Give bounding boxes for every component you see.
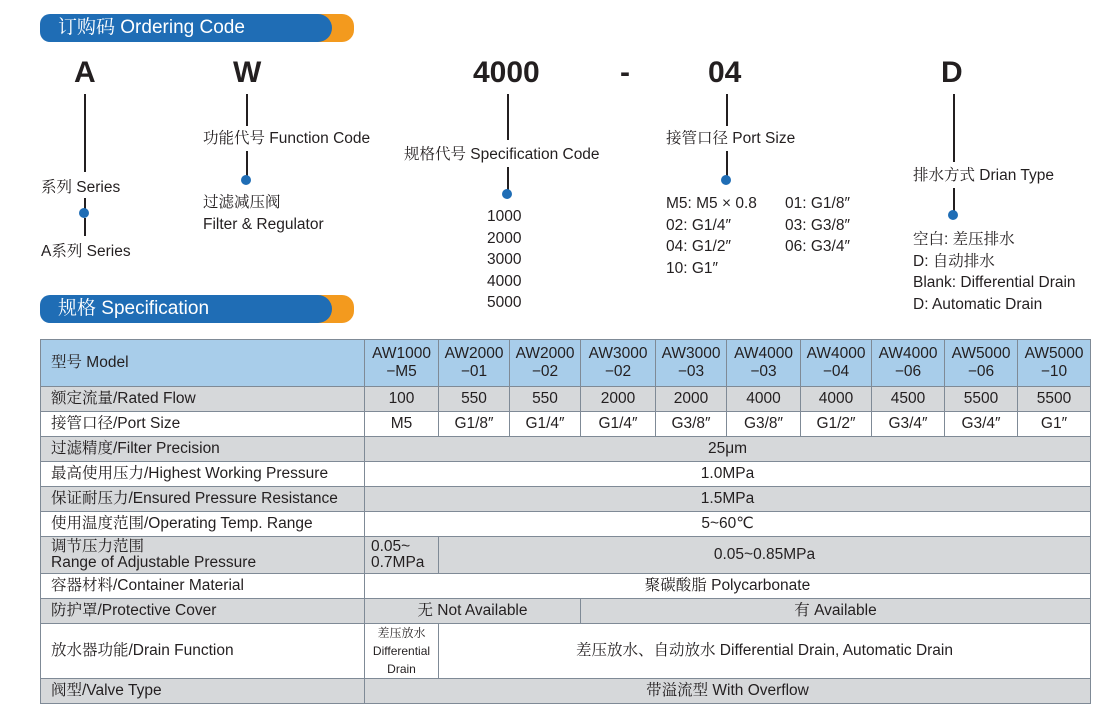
spec-value-item: 4000 xyxy=(487,272,522,290)
model-cell xyxy=(1018,340,1091,387)
adjustable-label-cn: 调节压力范围 xyxy=(51,538,145,555)
table-row-valve-type xyxy=(41,679,1091,704)
port-value-item: M5: M5 × 0.8 xyxy=(666,195,757,212)
model-suffix: −03 xyxy=(677,363,705,380)
table-row-rated-flow xyxy=(41,387,1091,412)
port-size-cell: G1″ xyxy=(1018,412,1091,437)
table-row-protective-cover xyxy=(41,599,1091,624)
model-name: AW2000 xyxy=(515,345,575,362)
row-label-valve-type: 阀型/Valve Type xyxy=(41,679,365,704)
drain-dot xyxy=(948,210,958,220)
table-row-filter-precision xyxy=(41,437,1091,462)
temp-range-value: 5~60℃ xyxy=(365,512,1091,537)
model-cell xyxy=(581,340,656,387)
port-connector-line xyxy=(726,94,728,126)
model-suffix: −02 xyxy=(531,363,559,380)
code-port-number: 04 xyxy=(708,56,742,89)
code-drain-letter: D xyxy=(941,56,963,89)
ensured-pressure-value: 1.5MPa xyxy=(365,487,1091,512)
row-label-ensured-pressure: 保证耐压力/Ensured Pressure Resistance xyxy=(41,487,365,512)
model-suffix: −10 xyxy=(1040,363,1068,380)
model-cell xyxy=(439,340,510,387)
drain-label: 排水方式 Drian Type xyxy=(913,167,1054,184)
port-values-left xyxy=(666,193,757,279)
adjustable-pressure-rest: 0.05~0.85MPa xyxy=(439,537,1091,574)
ordering-code-banner xyxy=(40,14,354,42)
function-value-cn: 过滤减压阀 xyxy=(203,194,281,211)
drain-first-line3: Drain xyxy=(387,662,416,676)
table-row-container-material xyxy=(41,574,1091,599)
model-suffix: −01 xyxy=(460,363,488,380)
drain-function-rest: 差压放水、自动放水 Differential Drain, Automatic Drain xyxy=(439,624,1091,679)
model-cell xyxy=(727,340,801,387)
specification-title: 规格 Specification xyxy=(40,295,332,323)
code-spec-number: 4000 xyxy=(473,56,540,89)
rated-flow-cell: 4000 xyxy=(727,387,801,412)
model-suffix: −02 xyxy=(604,363,632,380)
filter-precision-value: 25μm xyxy=(365,437,1091,462)
port-value-item: 03: G3/8″ xyxy=(785,216,850,234)
protective-cover-yes: 有 Available xyxy=(581,599,1091,624)
table-row-adjustable-pressure xyxy=(41,537,1091,574)
port-value-item: 06: G3/4″ xyxy=(785,238,850,255)
series-dot xyxy=(79,208,89,218)
spec-value-item: 5000 xyxy=(487,294,522,311)
series-connector-line-bottom xyxy=(84,218,86,236)
model-name: AW5000 xyxy=(951,345,1011,362)
rated-flow-cell: 4500 xyxy=(872,387,945,412)
row-label-model: 型号 Model xyxy=(41,340,365,387)
spec-value-item: 1000 xyxy=(487,208,522,225)
row-label-adjustable-pressure xyxy=(41,537,365,574)
port-value-item: 10: G1″ xyxy=(666,259,719,277)
drain-connector-line-lower xyxy=(953,188,955,212)
model-cell xyxy=(872,340,945,387)
port-size-cell: G3/8″ xyxy=(656,412,727,437)
table-row-port-size xyxy=(41,412,1091,437)
port-value-item: 02: G1/4″ xyxy=(666,216,731,234)
row-label-filter-precision: 过滤精度/Filter Precision xyxy=(41,437,365,462)
row-label-container-material: 容器材料/Container Material xyxy=(41,574,365,599)
series-label: 系列 Series xyxy=(41,179,121,196)
valve-type-value: 带溢流型 With Overflow xyxy=(365,679,1091,704)
ordering-code-title: 订购码 Ordering Code xyxy=(40,14,332,42)
row-label-drain-function: 放水器功能/Drain Function xyxy=(41,624,365,679)
max-pressure-value: 1.0MPa xyxy=(365,462,1091,487)
series-connector-line xyxy=(84,94,86,172)
row-label-port-size: 接管口径/Port Size xyxy=(41,412,365,437)
spec-values xyxy=(487,206,521,314)
model-name: AW2000 xyxy=(444,345,504,362)
code-function-letter: W xyxy=(233,56,262,89)
model-cell xyxy=(945,340,1018,387)
port-value-item: 04: G1/2″ xyxy=(666,238,731,255)
port-size-cell: G1/4″ xyxy=(510,412,581,437)
row-label-rated-flow: 额定流量/Rated Flow xyxy=(41,387,365,412)
port-size-cell: G1/2″ xyxy=(801,412,872,437)
rated-flow-cell: 5500 xyxy=(1018,387,1091,412)
container-material-value: 聚碳酸脂 Polycarbonate xyxy=(365,574,1091,599)
model-suffix: −03 xyxy=(750,363,777,380)
rated-flow-cell: 5500 xyxy=(945,387,1018,412)
drain-first-line1: 差压放水 xyxy=(377,626,426,640)
model-cell xyxy=(656,340,727,387)
port-value-item: 01: G1/8″ xyxy=(785,195,850,212)
drain-values xyxy=(913,229,1076,315)
spec-dot xyxy=(502,189,512,199)
port-connector-line-lower xyxy=(726,151,728,177)
table-row-max-pressure xyxy=(41,462,1091,487)
drain-value-item: D: Automatic Drain xyxy=(913,295,1043,313)
model-cell xyxy=(365,340,439,387)
table-row-model xyxy=(41,340,1091,387)
spec-label: 规格代号 Specification Code xyxy=(404,146,600,163)
protective-cover-no: 无 Not Available xyxy=(365,599,581,624)
rated-flow-cell: 2000 xyxy=(656,387,727,412)
model-cell xyxy=(801,340,872,387)
table-row-drain-function xyxy=(41,624,1091,679)
row-label-protective-cover: 防护罩/Protective Cover xyxy=(41,599,365,624)
specification-table xyxy=(40,339,1091,704)
model-suffix: −06 xyxy=(894,363,922,380)
code-dash: - xyxy=(620,56,630,89)
code-series-letter: A xyxy=(74,56,96,89)
table-row-temp-range xyxy=(41,512,1091,537)
table-row-ensured-pressure xyxy=(41,487,1091,512)
rated-flow-cell: 550 xyxy=(439,387,510,412)
model-name: AW1000 xyxy=(372,345,431,362)
series-value: A系列 Series xyxy=(41,243,131,260)
drain-connector-line xyxy=(953,94,955,162)
model-suffix: −06 xyxy=(967,363,995,380)
adjustable-pressure-first xyxy=(365,537,439,574)
function-connector-line-lower xyxy=(246,151,248,177)
port-size-cell: G3/4″ xyxy=(945,412,1018,437)
rated-flow-cell: 2000 xyxy=(581,387,656,412)
adjustable-first-line2: 0.7MPa xyxy=(371,554,425,571)
model-name: AW4000 xyxy=(878,345,938,362)
model-cell xyxy=(510,340,581,387)
function-dot xyxy=(241,175,251,185)
drain-value-item: Blank: Differential Drain xyxy=(913,274,1076,291)
drain-function-first xyxy=(365,624,439,679)
rated-flow-cell: 4000 xyxy=(801,387,872,412)
spec-value-item: 3000 xyxy=(487,251,522,268)
port-size-cell: G3/8″ xyxy=(727,412,801,437)
drain-value-item: D: 自动排水 xyxy=(913,252,995,270)
model-name: AW3000 xyxy=(588,345,648,362)
spec-connector-line xyxy=(507,94,509,140)
port-size-cell: M5 xyxy=(365,412,439,437)
port-values-right xyxy=(785,193,850,258)
function-label: 功能代号 Function Code xyxy=(203,130,371,147)
model-name: AW5000 xyxy=(1024,345,1084,362)
row-label-temp-range: 使用温度范围/Operating Temp. Range xyxy=(41,512,365,537)
adjustable-first-line1: 0.05~ xyxy=(371,538,411,555)
port-size-cell: G1/8″ xyxy=(439,412,510,437)
port-dot xyxy=(721,175,731,185)
drain-value-item: 空白: 差压排水 xyxy=(913,231,1015,248)
function-value-en: Filter & Regulator xyxy=(203,216,324,233)
rated-flow-cell: 100 xyxy=(365,387,439,412)
model-name: AW4000 xyxy=(734,345,793,362)
model-suffix: −M5 xyxy=(386,363,417,380)
adjustable-label-en: Range of Adjustable Pressure xyxy=(51,554,257,571)
port-label: 接管口径 Port Size xyxy=(666,130,796,147)
port-size-cell: G3/4″ xyxy=(872,412,945,437)
model-name: AW4000 xyxy=(806,345,866,362)
port-size-cell: G1/4″ xyxy=(581,412,656,437)
row-label-max-pressure: 最高使用压力/Highest Working Pressure xyxy=(41,462,365,487)
drain-first-line2: Differential xyxy=(372,644,431,658)
model-suffix: −04 xyxy=(822,363,850,380)
specification-banner xyxy=(40,295,354,323)
model-name: AW3000 xyxy=(661,345,721,362)
function-connector-line xyxy=(246,94,248,126)
spec-value-item: 2000 xyxy=(487,229,522,247)
rated-flow-cell: 550 xyxy=(510,387,581,412)
